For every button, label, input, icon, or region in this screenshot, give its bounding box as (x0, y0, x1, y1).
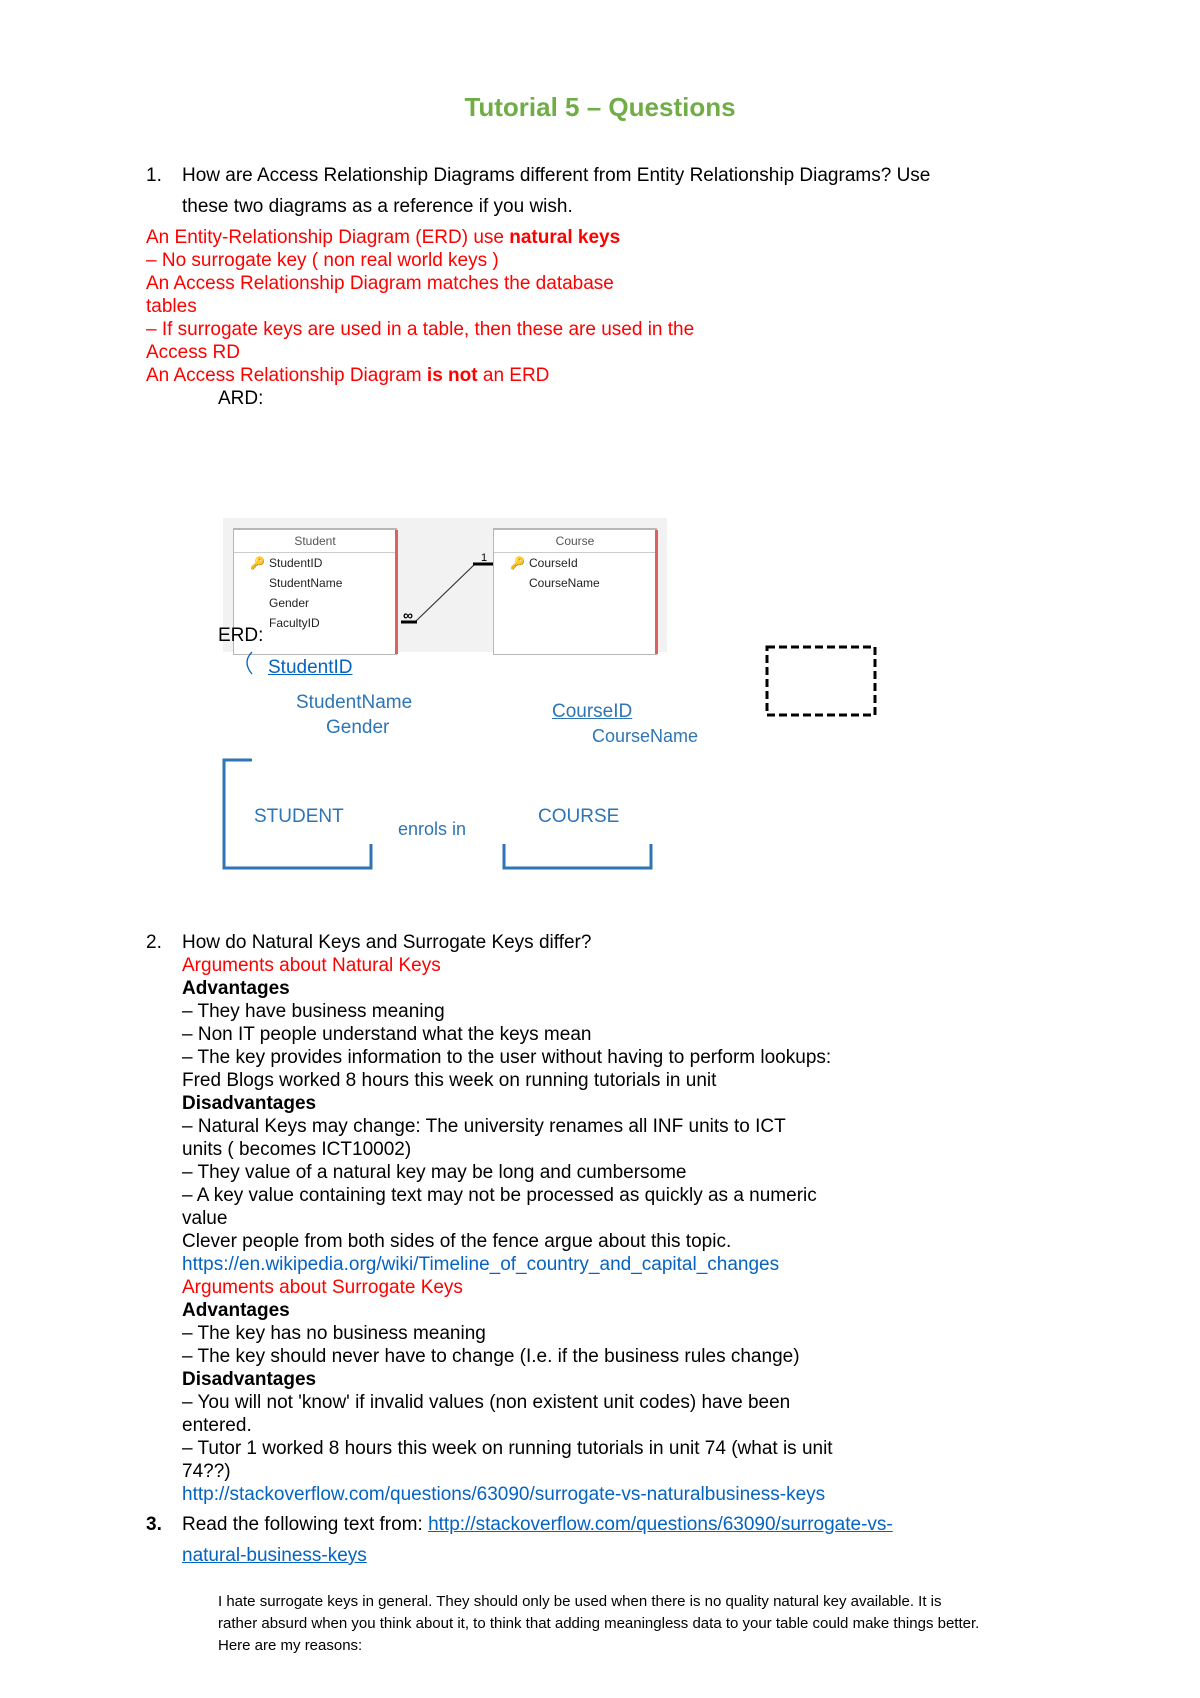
natural-disadvantage: Clever people from both sides of the fence argue about this topic. (182, 1231, 732, 1252)
erd-course-id: CourseID (552, 701, 633, 722)
surrogate-disadvantage: – You will not 'know' if invalid values (non existent unit codes) have been (182, 1392, 791, 1413)
ard-one-label: 1 (481, 552, 488, 564)
q1-answer-line7: An Access Relationship Diagram is not an ERD (146, 365, 550, 386)
erd-course-entity: COURSE (538, 806, 620, 827)
ard-student-field: 🔑 StudentID (234, 553, 396, 573)
stackoverflow-link[interactable]: http://stackoverflow.com/questions/63090/surrogate-vs-naturalbusiness-keys (182, 1484, 826, 1505)
ard-student-title: Student (234, 530, 396, 553)
ard-many-label: ∞ (403, 607, 413, 623)
natural-disadvantage: – They value of a natural key may be long and cumbersome (182, 1162, 687, 1183)
surrogate-disadvantage: – Tutor 1 worked 8 hours this week on running tutorials in unit 74 (what is unit (182, 1438, 833, 1459)
q1-question-line2: these two diagrams as a reference if you wish. (182, 196, 573, 217)
surrogate-advantage: – The key should never have to change (I.e. if the business rules change) (182, 1346, 800, 1367)
surrogate-heading: Arguments about Surrogate Keys (182, 1277, 463, 1298)
q1-answer-line4: tables (146, 296, 197, 317)
ard-course-table (493, 528, 657, 655)
ard-student-field: FacultyID (269, 616, 320, 630)
natural-advantage: Fred Blogs worked 8 hours this week on running tutorials in unit (182, 1070, 717, 1091)
ard-student-field: StudentName (269, 576, 343, 590)
attribute-oval-fragment (240, 648, 260, 678)
erd-student-entity: STUDENT (254, 806, 344, 827)
quote-line2: rather absurd when you think about it, to think that adding meaningless data to your table could make things better. (218, 1615, 980, 1632)
q3-link-part2[interactable]: natural-business-keys (182, 1545, 367, 1566)
q1-answer-line2: – No surrogate key ( non real world keys ) (146, 250, 499, 271)
natural-disadvantage: value (182, 1208, 228, 1229)
natural-disadvantage: – A key value containing text may not be processed as quickly as a numeric (182, 1185, 817, 1206)
ard-label: ARD: (218, 388, 264, 409)
q1-question-line1: How are Access Relationship Diagrams different from Entity Relationship Diagrams? Use (182, 165, 931, 186)
natural-advantage: – They have business meaning (182, 1001, 445, 1022)
key-icon: 🔑 (250, 556, 265, 570)
key-icon: 🔑 (510, 556, 525, 570)
natural-disadvantage: units ( becomes ICT10002) (182, 1139, 412, 1160)
surrogate-advantage: – The key has no business meaning (182, 1323, 486, 1344)
natural-disadvantages-heading: Disadvantages (182, 1093, 317, 1114)
quote-line3: Here are my reasons: (218, 1637, 363, 1654)
page-title: Tutorial 5 – Questions (464, 92, 736, 122)
erd-gender: Gender (326, 717, 390, 738)
q3-number: 3. (146, 1514, 162, 1535)
q3-link-part1[interactable]: http://stackoverflow.com/questions/63090/surrogate-vs- (428, 1514, 893, 1535)
q1-answer-line1: An Entity-Relationship Diagram (ERD) use natural keys (146, 227, 621, 248)
surrogate-advantages-heading: Advantages (182, 1300, 290, 1321)
ard-course-field: 🔑 CourseId (494, 553, 656, 573)
natural-disadvantage: – Natural Keys may change: The university renames all INF units to ICT (182, 1116, 786, 1137)
natural-advantage: – The key provides information to the user without having to perform lookups: (182, 1047, 832, 1068)
erd-label: ERD: (218, 625, 264, 646)
q1-answer-line6: Access RD (146, 342, 240, 363)
natural-advantage: – Non IT people understand what the keys mean (182, 1024, 592, 1045)
q3-question: Read the following text from: http://stackoverflow.com/questions/63090/surrogate-vs- (182, 1514, 893, 1535)
q1-answer-line5: – If surrogate keys are used in a table, then these are used in the (146, 319, 695, 340)
ard-student-field: Gender (269, 596, 310, 610)
erd-relationship: enrols in (398, 819, 467, 839)
wiki-link[interactable]: https://en.wikipedia.org/wiki/Timeline_of_country_and_capital_changes (182, 1254, 780, 1275)
q1-number: 1. (146, 165, 162, 186)
natural-heading: Arguments about Natural Keys (182, 955, 441, 976)
erd-course-name: CourseName (592, 726, 699, 746)
ard-diagram (223, 518, 667, 652)
q2-number: 2. (146, 932, 162, 953)
dashed-box (764, 644, 884, 720)
surrogate-disadvantage: entered. (182, 1415, 252, 1436)
erd-student-name: StudentName (296, 692, 413, 713)
q1-answer-line3: An Access Relationship Diagram matches the database (146, 273, 614, 294)
q2-question: How do Natural Keys and Surrogate Keys differ? (182, 932, 592, 953)
ard-course-edge (655, 530, 658, 654)
ard-course-title: Course (494, 530, 656, 553)
surrogate-disadvantages-heading: Disadvantages (182, 1369, 317, 1390)
natural-advantages-heading: Advantages (182, 978, 290, 999)
erd-student-id: StudentID (268, 657, 353, 678)
ard-relationship-line (395, 518, 495, 652)
surrogate-disadvantage: 74??) (182, 1461, 231, 1482)
quote-line1: I hate surrogate keys in general. They should only be used when there is no quality natural key available. It is (218, 1593, 942, 1610)
ard-course-field: CourseName (529, 576, 600, 590)
